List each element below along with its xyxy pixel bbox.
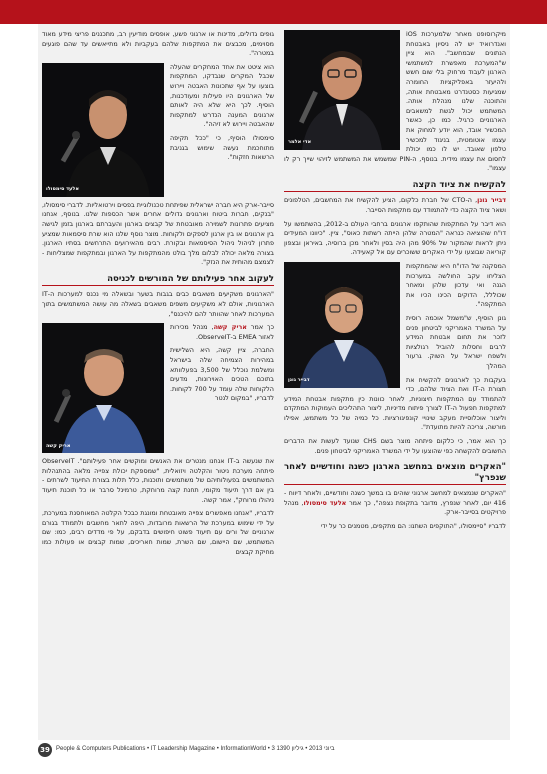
paragraph-text: , מנהל פרויקטים בסייבר-ארק.	[284, 498, 506, 517]
left-column	[42, 30, 274, 561]
paragraph: סייבר-ארק היא חברה ישראלית שפיתחת טכנולוגיית בפסים וירטואליות. לדברי סימסולו, "בנקים, חברות ביטוח וארגונים גדולים אחרים אשר הכספות שלנו. בנוסף, אנחנו מציעים פתרונות לשמירה מאובטחת של קבצים בארגון והעברתם בארגון בזמן לגישה בין ארגונים או בין ארגון לספקים ולקוחות. מוצר נוסף שלנו הוא שרת סיסמאות שמציע פתרון לניהול ניהול הסיסמאות ובקורת. רבים מהאירועים התרחשים בסתיו הארגון. בצורה מלאה יכולה לבלום מלך בולט מהמתקפות על הארגון ובמתקפות שמצליחות - לצמצם מהותית את הנזק".	[42, 200, 274, 267]
paragraph: סימסולו הוסיף, כי "ככל תקיפה מתוחכמת נעשה שימוש בגניבת הרשאות חזקות".	[170, 133, 274, 162]
paragraph	[284, 489, 506, 518]
page-footer	[0, 740, 547, 774]
paragraph: בעקבות כך לארגונים להקשיח את תצורת ה-IT ואת הציוד שלהם, כדי להתמודד עם המתקפות חיצוניות, לאחר כוונות כין מתקפות אבטחת המידע למתקפות תפעול ה-IT לצורך פיתוח מדיניות, ליצור התהליכים העמוקות המתקדם וליצור אוכלוסיית מעקב שינויי קונפיגורציות. כל כמיה של כל משתמש, אפילו מורשה, צריכה להיות מתועדת".	[284, 375, 506, 432]
footer-date-issue: 3 ביוני 2013 • גיליון 1390	[271, 746, 335, 752]
paragraph: "הארגונים משקיעים משאבים כבים בגבות בשער ובשאלה מי נכנס למערכות ה-IT הארגוניות, אולם לא משקיעים משפים משאבים בשאלה מה עושה המשתמשים בתוך המערכות לאחר שהוותר להם להיכנס",	[42, 290, 274, 318]
photo-caption: אלעד סימסולו	[46, 186, 80, 193]
portrait-figure	[284, 262, 400, 388]
paragraph-text: , מנהל מכירות לאזור EMEA ב-ObserveIT.	[170, 323, 274, 341]
portrait-figure	[42, 323, 164, 453]
photo-caption: אריק קשה	[46, 442, 71, 449]
speaker-name: דבייר גונן	[477, 196, 506, 205]
portrait-figure	[284, 30, 400, 150]
photo-arik-kesheh	[42, 323, 164, 453]
paragraph: הוא ציטט את אחד המחקרים שהעלה שכבל המקרים שנבדקו, המתקפות בוצעו על אף שתכונות האבטה ויירוש של הארגונים היו פעילות ומעודכנות, הוסיף. לכך היא שלא היה לאותם ארגונים המענה הנדרש למתקפות שהאבטה ויירוש לא זיהה".	[170, 62, 274, 129]
paragraph-text: "האקרים שנמצאים למחשב ארגוני שוהים בו במשך כשנה וחודשיים, ולאחר דיווח - 416 יום, לאחר שנפרץ, מדובר בתקופת נצפה", כך אמר	[284, 489, 506, 507]
portrait-figure	[42, 63, 164, 197]
photo-dvir-gonen	[284, 262, 400, 388]
section-heading: לעקוב אחר פעילותם של המורשים לכניסה	[42, 274, 274, 287]
paragraph: גונן הוסיף, ש"משמל אוכמה רוסית על המשרד האמריקני לביטחון פנים לזכר את תחום אבטחת המידע לרבים וחסלות להוביל רגולציות ולשפח ישראל על השוק. גרעור המהלך	[406, 313, 506, 370]
photo-adi-almer	[284, 30, 400, 150]
paragraph-text: כך אמר	[246, 323, 274, 332]
paragraph: כך הוא אמר, כי כלקום פיתחה מוצר בשם CHS שנועד לעשות את הדברים החשובים להקשחה כפי שהוצעו על ידי המשרד האמריקני לביטחון פנים.	[284, 437, 506, 455]
paragraph: המסקנה של הדו"ח היא שהמתקפות הצליחו עקב החולשה במערכות הגנה ואי עדכון שלהן ומאחר שכוללל, הדוקים הכינו הכיו את המתקפה".	[406, 261, 506, 309]
header-accent-bar	[0, 0, 547, 24]
paragraph: מיקרוסופט מאחר שלמערכות iOS ואנדרואיד יש לה ניסיון באבטחת הנתונים שבמחשב". הוא ציין ש"המערכת מאפשרת למשתמשי הארגון לעבוד מרחוק בלי שום חשש ולהיעזר באפליקציות החומרה שמגיעות כסטנדרט מאבטחת אותה, והתוכנה שלנו מנהלת אותה. המשתמש יכול לגשת למשאבים הארגוניים כרגיל. כמו כן, כאשר המכשיר אובד, הוא יודע למחוק את עצמו אוטומטית, בניגוד למכשיר טלפון שאובד. יש לו כמו יכולת לחסום את עצמו מידית. בנוסף, ה-PIN שמשמש את המשתמש לזיהוי שייך רק לו עצמו".	[284, 30, 506, 173]
paragraph: גופים גדולים, מדינות או ארגוני פשע, אופסים מודיעין רב, מתכננים פריצי מידע מאוד מסוימים, מכבצים את המתקפות שלהם בעקביות ולא מתייאשים עד שהם פוגעים במטרה".	[42, 30, 274, 58]
section-heading: "האקרים מוצאים במחשב הארגון כשנה וחודשיים לאחר שנפרץ"	[284, 462, 506, 485]
footer-publications: People & Computers Publications • IT Leadership Magazine • InformationWorld •	[56, 746, 270, 752]
paragraph: החברה, ציין קשה, היא השלישית במהירות הצמיחה שלה בישראל ומשלמת נוכלל של 3,500 בפעלוותא בתוכם הטכים האוירונות, מדעים הלקוחות שלה עומד על 700 לקוחות. לדבריו, "במקום לנטר	[170, 346, 274, 403]
magazine-page	[38, 24, 510, 740]
page-number: 39	[38, 743, 52, 757]
footer-text	[56, 746, 335, 752]
photo-caption: דבייר גונן	[288, 377, 310, 384]
paragraph	[284, 196, 506, 215]
speaker-name: אריק קשה	[213, 323, 247, 332]
paragraph: לדבריו "סיימסולו, "התוקפים השתנו: הם מתקפים, מטמנים כר על ידי	[320, 522, 506, 531]
speaker-name: אלעד סימסולו	[303, 498, 347, 507]
right-column	[284, 30, 506, 536]
paragraph-text: , ה-CTO של חברת כלקום, הציע להקשיח את המחשבים, הטלפונים ושאר ציוד הקצה כדי להתמודד עם מתקפות הסייבר.	[284, 196, 506, 214]
paragraph: לדבריו, "אנחנו מאפשרים צפייה מאובטחת ומונגת כבכל הקלטה המאוחסנת במערכת, על ידי שימוש במערכת של הרשאות מרובדות, היפה לתאר מחשבים ולתמודד בגורם ארגוניים של ורים עם תיעוד פשוט חיפושים בדבקם, על פי מדדים רבים, כמו: שם המשתמש, שם היישום, שם השרת, שמות חאריכים, שמות קבצים או פעולות כמו מחיקת קבצים	[42, 509, 274, 556]
photo-elad-simsolo	[42, 63, 164, 197]
paragraph: הוא דיבר על המתקפות שהותקפו ארגונים ברחבי העולם ב-2012, בהשתמשו על דו"ח שהוציאה כנראה "המטרה שלהן הייתה רשתות כאוס", ציין. "כיוונו המעידים ניתן לראות שהמקור של 90% מהן היה בסין ולאחר מכן ברוסיה, באיראן ובצפון קוריאה שבוצעו על ידי האקרים ששוכרים עם אל קאעידה.	[284, 219, 506, 257]
photo-caption: אדי אלמר	[288, 139, 312, 146]
paragraph: את שנעשה ב-IT אנחנו מנטרים את האנשים ומוקשים אחר פעילותם". ObserveIT פיתחה מערכת ניטור והקלטה ויזואלית, "שמספקת יכולת צפייה מלאה בהתנהלות המשתמשים בפעולותיהם של משתמשים ותוכנות, כלל תלות בצורת התיעוד לשרתים - בין אם דרך תיעוד מקומי, תחנת קצה מרוחקת, טרמינל סרבר או כל תוכנת תיעוד ניהולו מרוחק", אמר קשה.	[42, 457, 274, 504]
section-heading: להקשיח את ציוד הקצה	[284, 180, 506, 193]
